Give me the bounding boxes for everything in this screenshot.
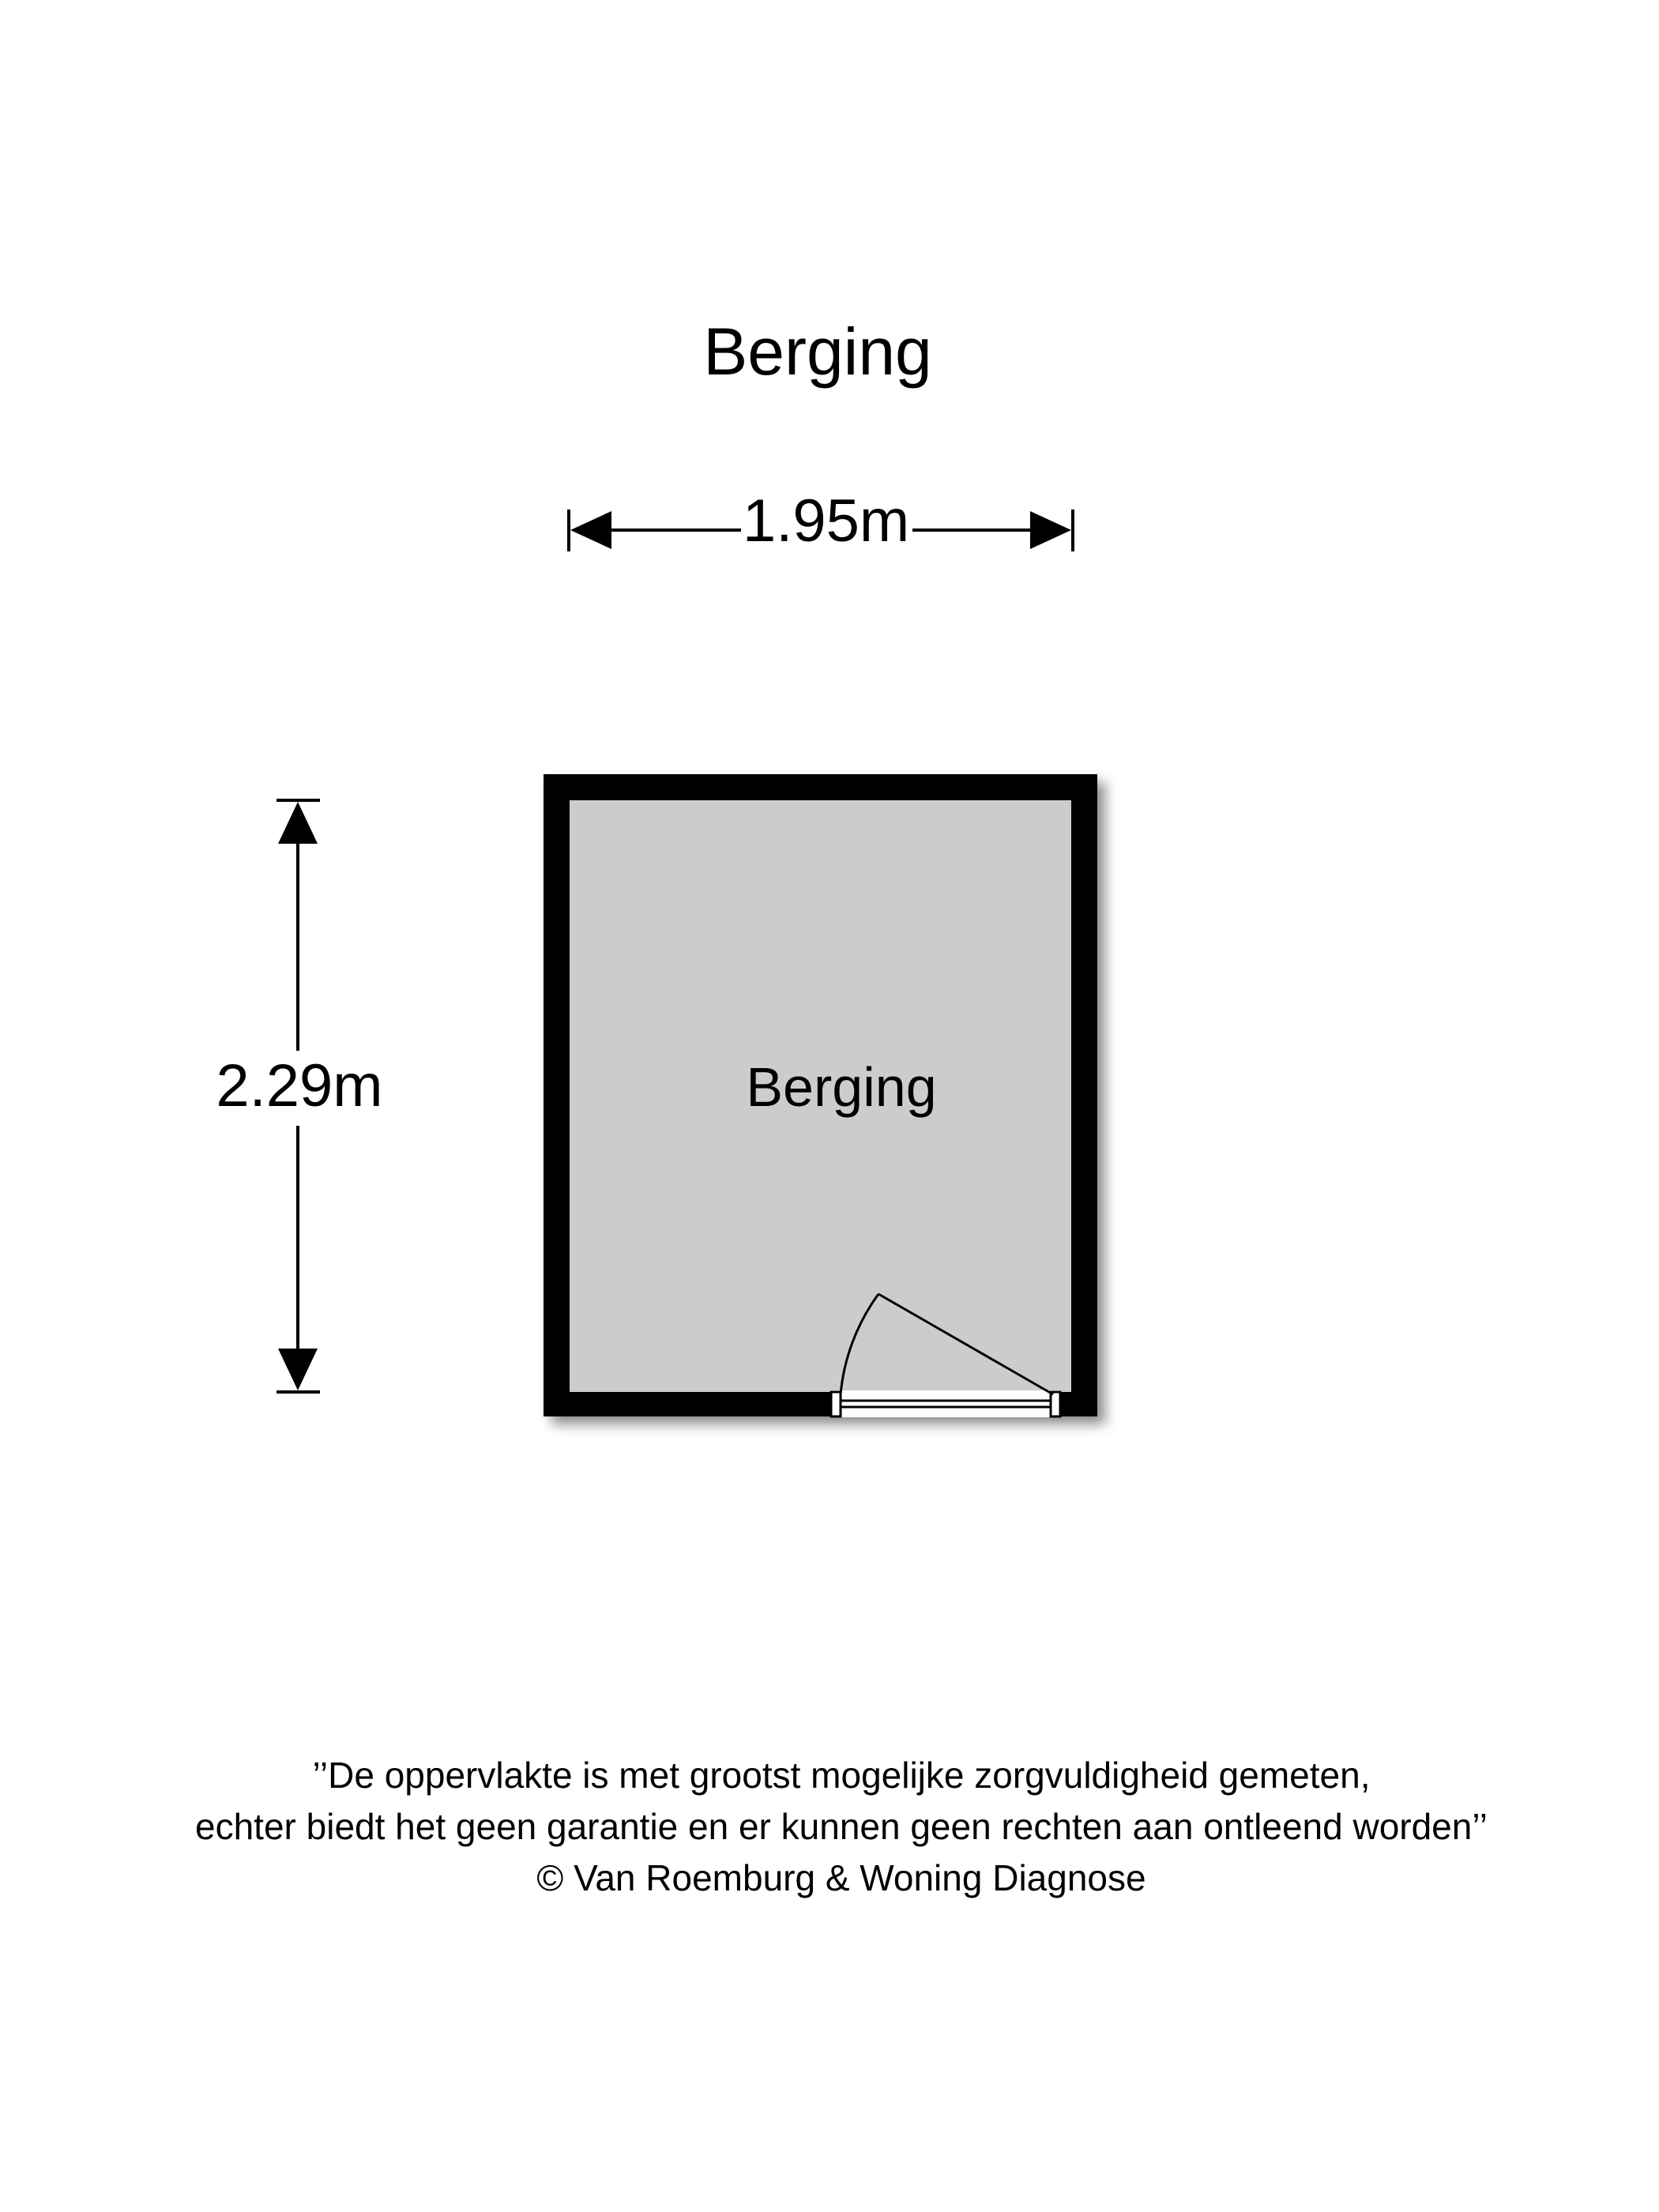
disclaimer xyxy=(0,1750,1659,1904)
height-dimension-arrow-top xyxy=(278,802,318,844)
disclaimer-line-1: ’’De oppervlakte is met grootst mogelijke zorgvuldigheid gemeten, xyxy=(312,1755,1371,1796)
width-dimension-label: 1.95m xyxy=(743,487,910,555)
disclaimer-line-2: echter biedt het geen garantie en er kunnen geen rechten aan ontleend worden’’ xyxy=(195,1806,1488,1847)
copyright-line: © Van Roemburg & Woning Diagnose xyxy=(536,1857,1146,1898)
room-label: Berging xyxy=(746,1056,937,1118)
height-dimension-label: 2.29m xyxy=(216,1052,383,1119)
height-dimension-arrow-bottom xyxy=(278,1349,318,1390)
page-title: Berging xyxy=(703,314,932,389)
width-dimension-arrow-right xyxy=(1030,511,1071,549)
door-opening xyxy=(831,1390,1060,1417)
width-dimension-arrow-left xyxy=(570,511,611,549)
door-jamb-right xyxy=(1051,1392,1060,1416)
door-jamb-left xyxy=(831,1392,841,1416)
